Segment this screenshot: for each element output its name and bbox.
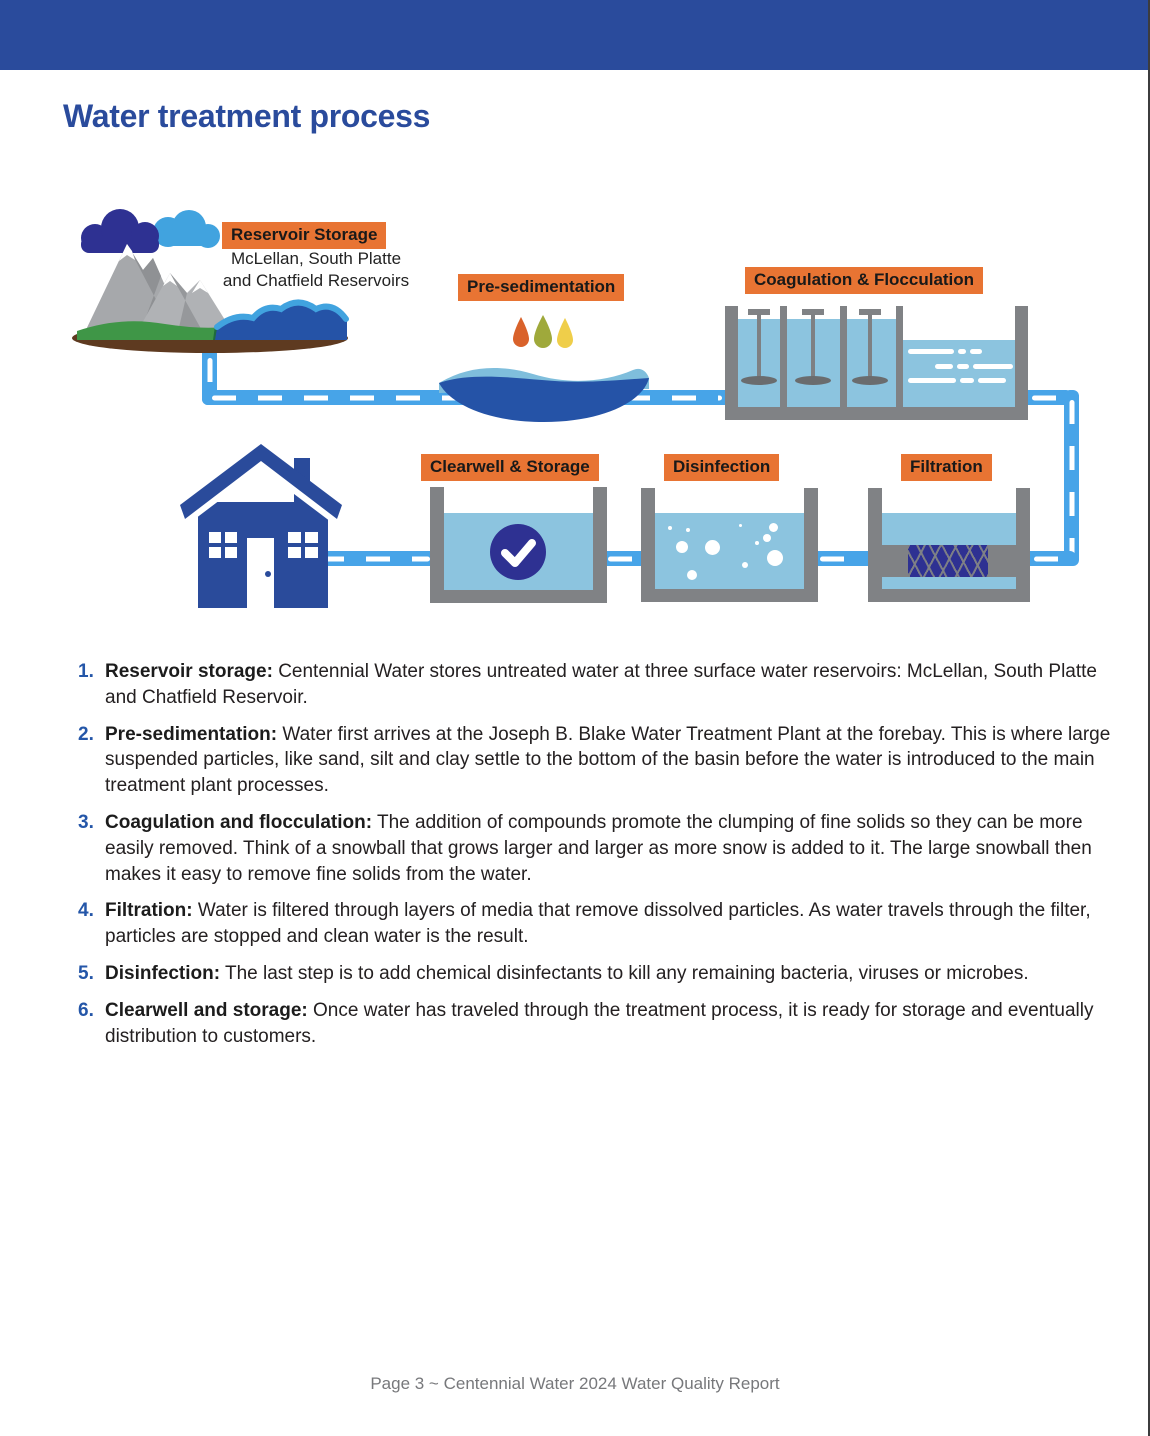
tank-bottom (641, 589, 818, 602)
header-bar (0, 0, 1150, 70)
bubble (763, 534, 771, 542)
tank-divider (896, 306, 903, 407)
step-body: Once water has traveled through the treatment process, it is ready for storage and eventually distribution to customers. (105, 999, 1094, 1047)
step-text (105, 898, 1113, 950)
label-coagulation-flocculation: Coagulation & Flocculation (745, 267, 983, 294)
step-number: 4. (78, 900, 94, 922)
step-lead: Coagulation and flocculation: (105, 811, 373, 833)
mixer-paddle (852, 376, 888, 385)
label-disinfection: Disinfection (664, 454, 779, 481)
tank-wall (1015, 306, 1028, 420)
tank-bottom (868, 589, 1030, 602)
water-dash (960, 378, 974, 383)
bubble (686, 528, 690, 532)
tank-bottom (430, 590, 607, 603)
pipe-right-down (1064, 390, 1079, 566)
step-text (105, 998, 1113, 1050)
mixer-rod (868, 314, 872, 380)
disinfection-tank (641, 488, 818, 602)
label-clearwell-storage: Clearwell & Storage (421, 454, 599, 481)
reservoir-caption-line1: McLellan, South Platte (230, 249, 402, 268)
tank-wall (1016, 488, 1030, 602)
tank-wall (593, 487, 607, 603)
house-icon (180, 444, 342, 610)
tank-wall (725, 306, 738, 420)
bubble (767, 550, 783, 566)
pipe-to-filtration (1024, 551, 1076, 566)
droplets-icon (513, 314, 577, 352)
bubble (676, 541, 688, 553)
step-body: The last step is to add chemical disinfectants to kill any remaining bacteria, viruses or microbes. (225, 962, 1029, 984)
tank-wall (430, 487, 444, 603)
list-item (78, 810, 1118, 887)
mixer-paddle (795, 376, 831, 385)
mixer-icon (741, 309, 777, 387)
step-body: The addition of compounds promote the clumping of fine solids so they can be more easily removed. Think of a snowball that grows larger and larger as more snow is added to it. The large snowball then makes it easy to remove fine solids from the water. (105, 811, 1092, 885)
tank-wall (641, 488, 655, 602)
page-title: Water treatment process (63, 98, 431, 134)
reservoir-caption (214, 248, 418, 292)
checkmark-icon (490, 524, 546, 580)
list-item (78, 998, 1118, 1050)
reservoir-caption-line2: and Chatfield Reservoirs (222, 271, 410, 290)
step-number: 1. (78, 661, 94, 682)
clearwell-tank (430, 487, 607, 603)
filtration-tank (868, 488, 1030, 602)
step-number: 3. (78, 811, 94, 833)
step-body: Water is filtered through layers of media that remove dissolved particles. As water travels through the filter, particles are stopped and clean water is the result. (105, 900, 1091, 948)
step-text (105, 722, 1113, 799)
mixer-rod (811, 314, 815, 380)
bubble (755, 541, 759, 545)
step-number: 5. (78, 962, 94, 984)
tank-divider (840, 306, 847, 407)
mixer-rod (757, 314, 761, 380)
step-lead: Pre-sedimentation: (105, 723, 278, 745)
step-lead: Reservoir storage: (105, 661, 273, 682)
list-item (78, 898, 1118, 950)
light-cloud-icon (153, 210, 220, 248)
page-footer: Page 3 ~ Centennial Water 2024 Water Quality Report (370, 1374, 780, 1393)
step-number: 2. (78, 723, 94, 745)
filter-media-icon (908, 545, 988, 577)
bubble (668, 526, 672, 530)
step-text (105, 961, 1113, 987)
water-dash (970, 349, 982, 354)
step-lead: Filtration: (105, 900, 193, 922)
water-dash (908, 378, 956, 383)
step-body: Water first arrives at the Joseph B. Blake Water Treatment Plant at the forebay. This is where large suspended particles, like sand, silt and clay settle to the bottom of the basin before the water is introduced to the main treatment plant processes. (105, 723, 1111, 797)
label-filtration: Filtration (901, 454, 992, 481)
water-dash (957, 364, 969, 369)
water-dash (973, 364, 1013, 369)
tank-wall (868, 488, 882, 602)
tank-divider (780, 306, 787, 407)
step-lead: Clearwell and storage: (105, 999, 308, 1021)
bubble (742, 562, 748, 568)
label-reservoir-storage: Reservoir Storage (222, 222, 386, 249)
mountains-icon (83, 244, 235, 336)
process-steps-list (78, 659, 1118, 1060)
water-dash (978, 378, 1006, 383)
bubble (705, 540, 720, 555)
water-dash (935, 364, 953, 369)
list-item (78, 722, 1118, 799)
bubble (687, 570, 697, 580)
presedimentation-basin-icon (437, 361, 651, 425)
tank-water (882, 577, 1016, 589)
mixer-icon (795, 309, 831, 387)
bubble (739, 524, 742, 527)
step-lead: Disinfection: (105, 962, 221, 984)
step-number: 6. (78, 999, 94, 1021)
step-body: Centennial Water stores untreated water at three surface water reservoirs: McLellan, South Platte and Chatfield Reservoir. (105, 661, 1097, 708)
tank-water (882, 513, 1016, 545)
tank-wall (804, 488, 818, 602)
step-text (105, 810, 1113, 887)
step-text (105, 659, 1113, 711)
mixer-paddle (741, 376, 777, 385)
mixer-icon (852, 309, 888, 387)
list-item (78, 659, 1118, 711)
coagulation-tank (725, 306, 1028, 420)
pipe-disinfection-filtration (810, 551, 876, 566)
water-dash (908, 349, 954, 354)
label-pre-sedimentation: Pre-sedimentation (458, 274, 624, 301)
bubble (769, 523, 778, 532)
tank-bottom (725, 407, 1028, 420)
list-item (78, 961, 1118, 987)
dark-cloud-icon (81, 209, 159, 253)
water-dash (958, 349, 966, 354)
